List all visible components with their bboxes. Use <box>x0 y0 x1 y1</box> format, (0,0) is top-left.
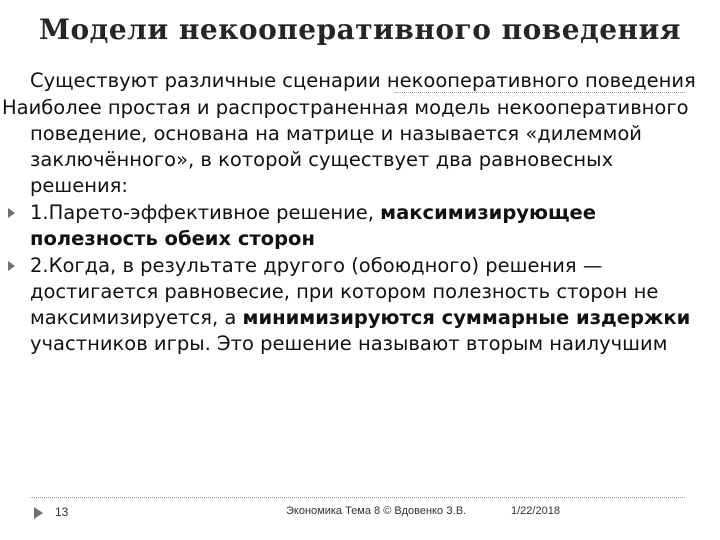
paragraph-scenarios <box>0 68 716 94</box>
page-number: 13 <box>55 505 69 519</box>
paragraph-scenarios-text: Существуют различные сценарии некооперативного поведения <box>30 69 696 92</box>
bullet-item-1-text: 1.Парето-эффективное решение, <box>30 201 381 224</box>
footer-date: 1/22/2018 <box>511 505 560 517</box>
triangle-right-icon <box>34 507 43 519</box>
bullet-item-2 <box>0 253 716 357</box>
paragraph-model-text: Наиболее простая и распространенная модель некооперативного поведение, основана на матрице и называется «дилеммой заключённого», в которой существует два равновесных решения: <box>2 96 689 197</box>
bullet-item-1 <box>0 200 716 252</box>
triangle-right-icon <box>8 261 15 271</box>
bullet-item-2-text-b: участников игры. Это решение называют вторым наилучшим <box>30 332 668 355</box>
footer-credit: Экономика Тема 8 © Вдовенко З.В. <box>286 505 467 517</box>
bullet-item-2-bold: минимизируются суммарные издержки <box>242 306 691 329</box>
slide-title: Модели некооперативного поведения <box>38 13 681 46</box>
triangle-right-icon <box>8 208 15 218</box>
slide-body <box>0 68 716 357</box>
bullet-item-1-bold: максимизирующее полезность обеих сторон <box>30 201 596 250</box>
bullet-item-2-text-a: 2.Когда, в результате другого (обоюдного) решения — достигается равновесие, при котором полезность сторон не максимизируется, а <box>30 254 659 329</box>
paragraph-model <box>0 95 716 199</box>
footer-divider <box>30 497 685 498</box>
